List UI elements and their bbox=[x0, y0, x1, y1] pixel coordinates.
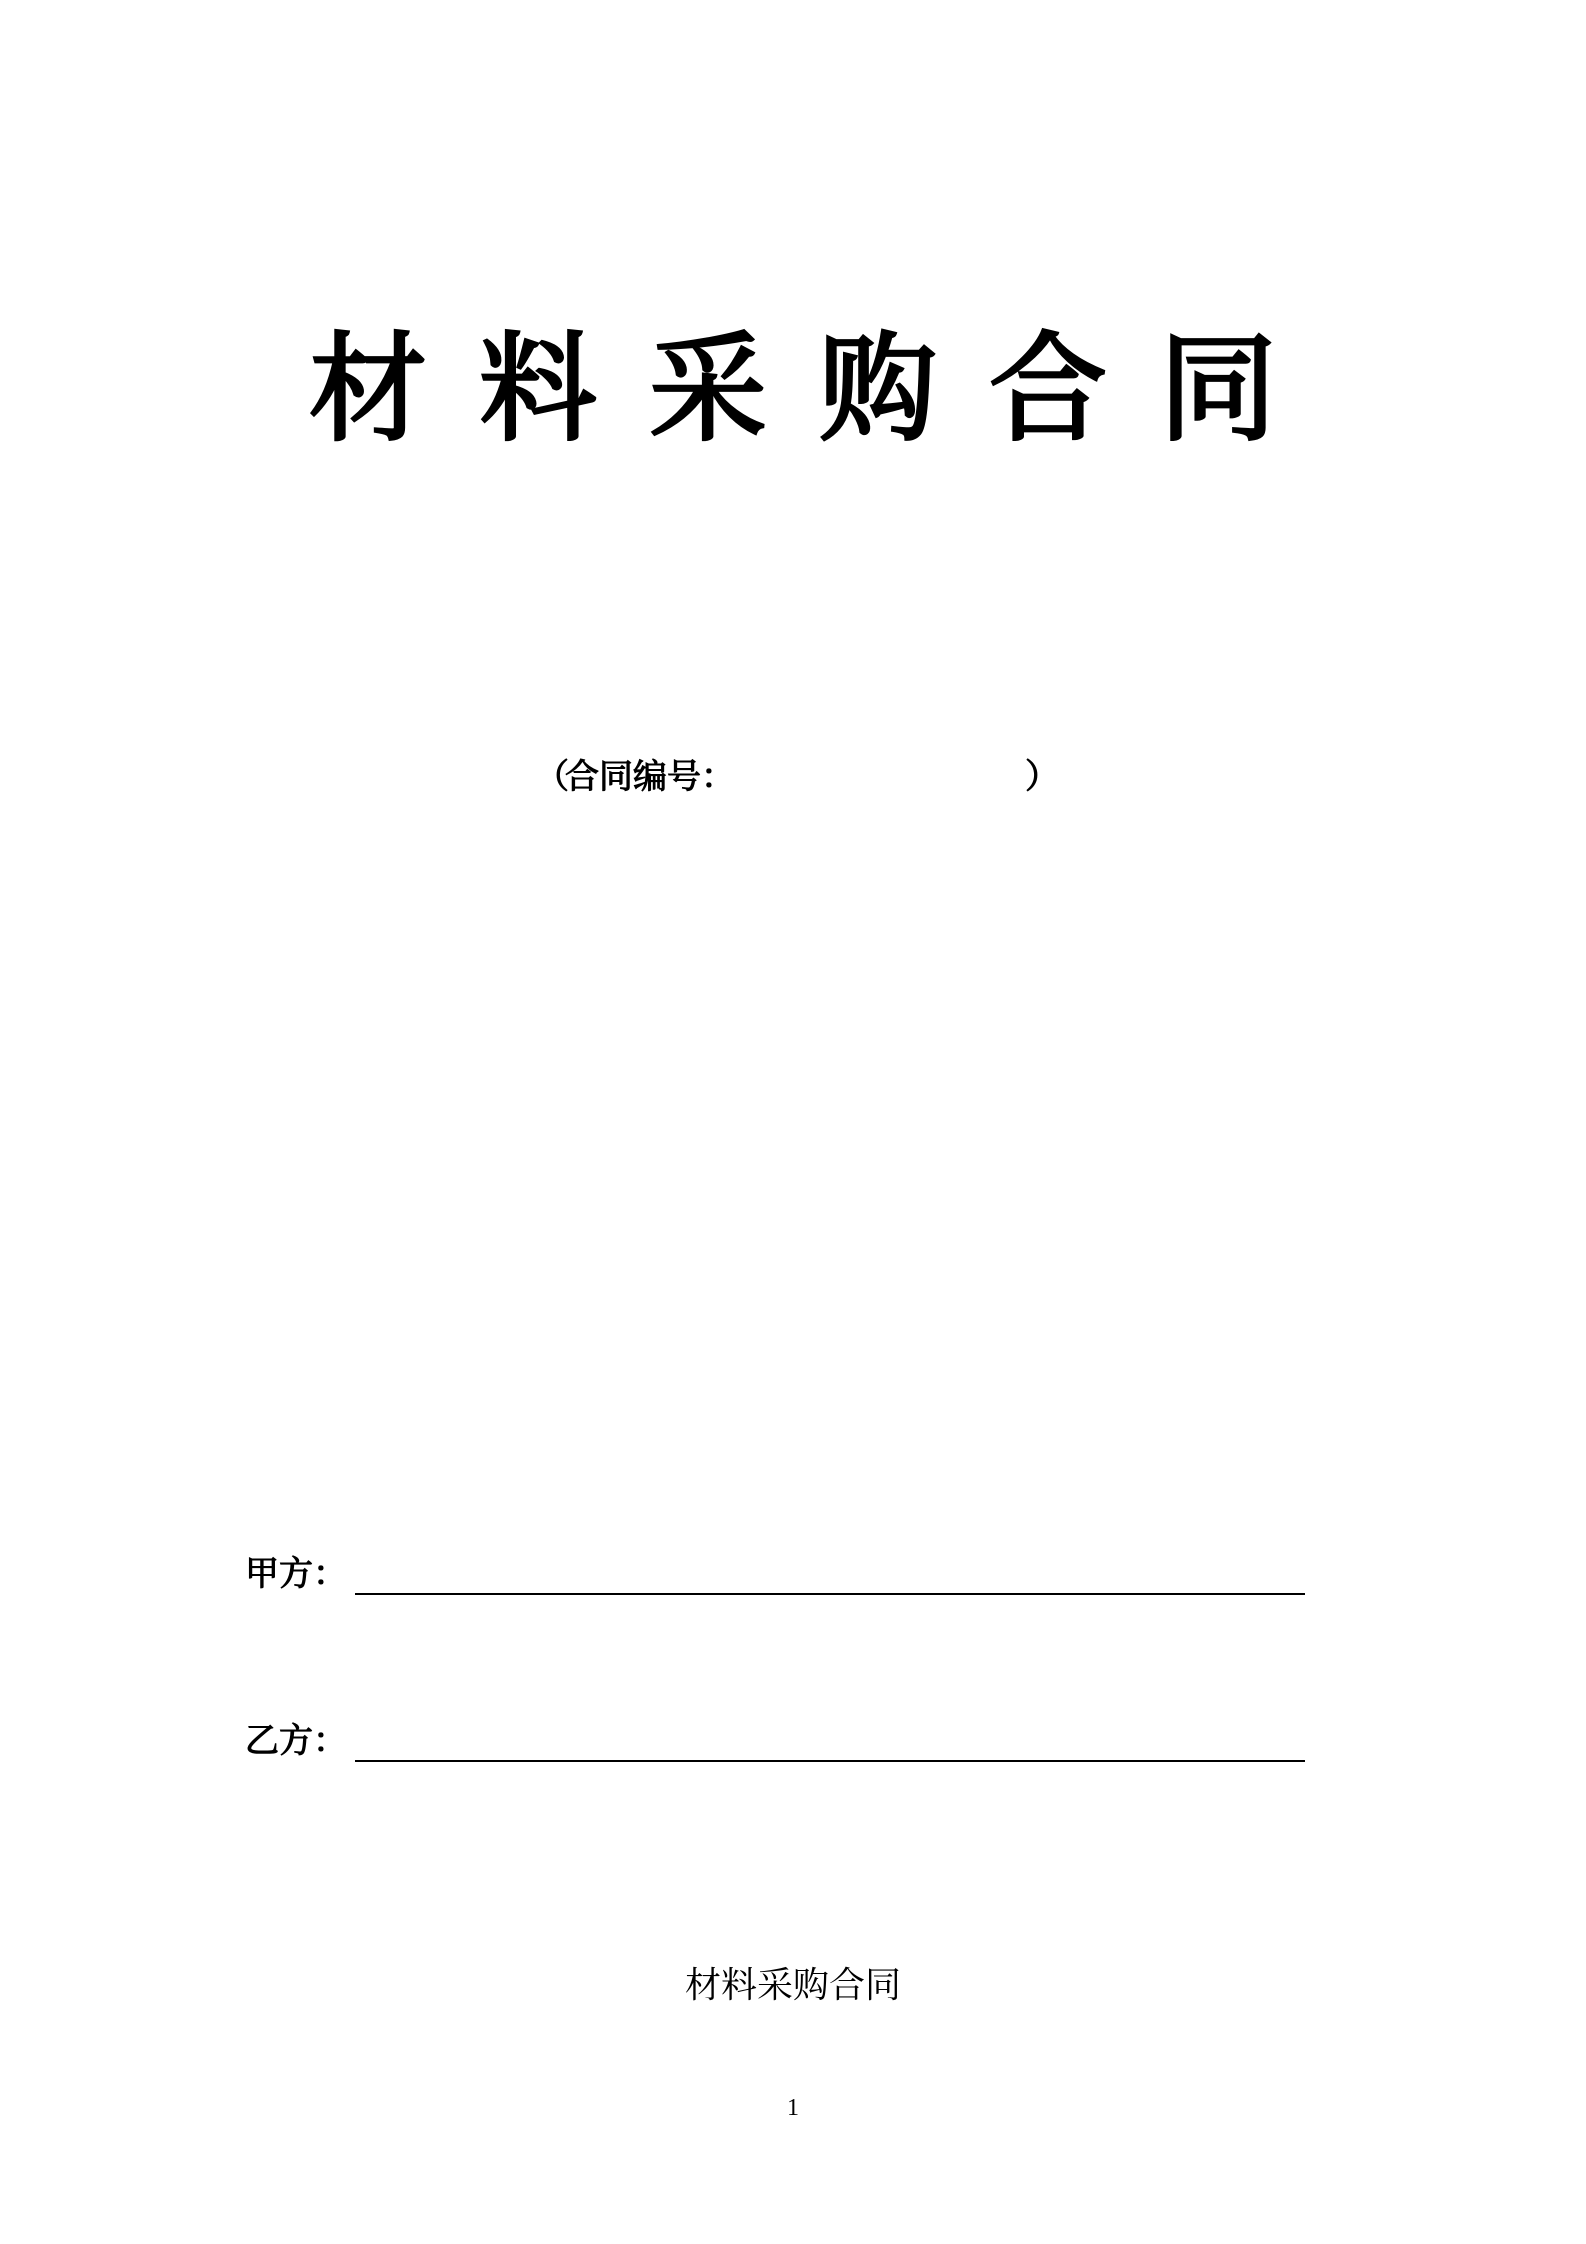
party-b-blank-line bbox=[355, 1760, 1305, 1762]
contract-number-open-paren: （ bbox=[535, 757, 569, 797]
document-title: 材料采购合同 bbox=[308, 320, 1329, 458]
contract-number-close-paren: ） bbox=[1025, 757, 1059, 797]
contract-number-label: 合同编号： bbox=[565, 757, 735, 797]
party-a-blank-line bbox=[355, 1593, 1305, 1595]
party-a-label: 甲方： bbox=[245, 1554, 347, 1594]
contract-number-line bbox=[535, 752, 1059, 802]
party-b-label: 乙方： bbox=[245, 1721, 347, 1761]
footer-title: 材料采购合同 bbox=[684, 1965, 901, 2006]
party-a-row bbox=[245, 1545, 1305, 1595]
party-b-row bbox=[245, 1712, 1305, 1762]
page-number: 1 bbox=[787, 2095, 799, 2121]
